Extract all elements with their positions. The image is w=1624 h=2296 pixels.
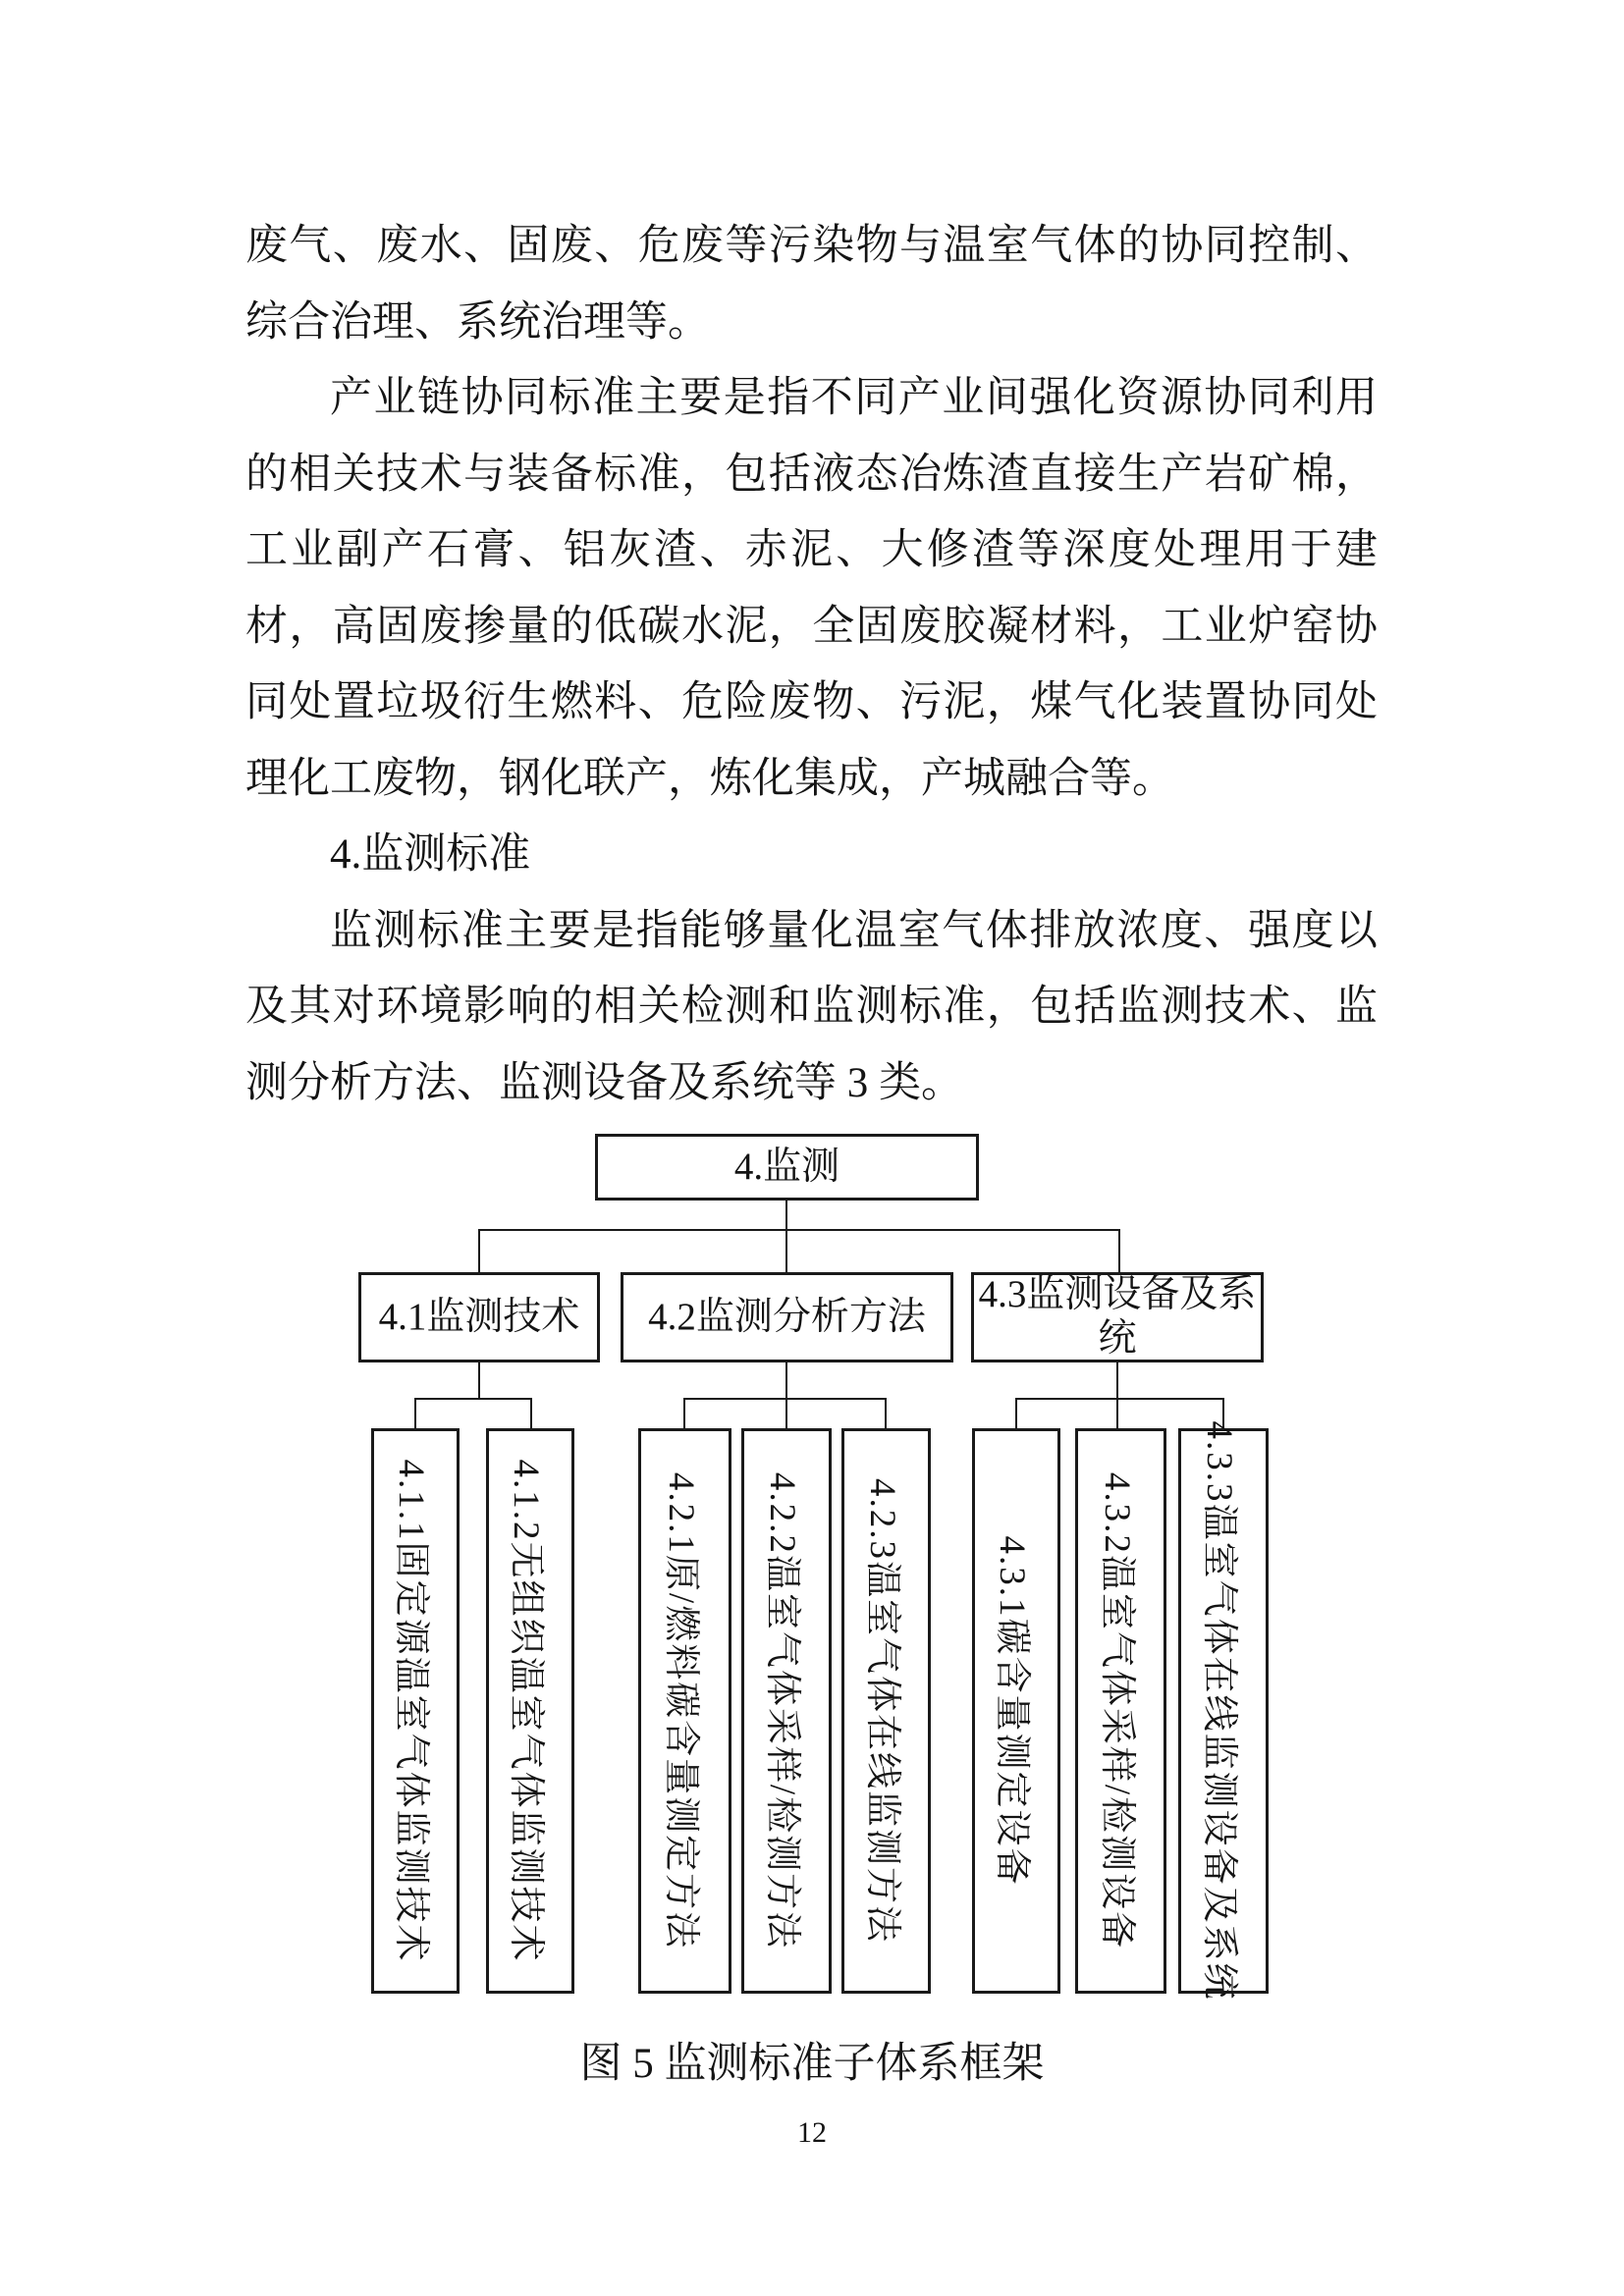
paragraph-monitoring: 监测标准主要是指能够量化温室气体排放浓度、强度以及其对环境影响的相关检测和监测标准，包括监测技术、监测分析方法、监测设备及系统等 3 类。: [245, 907, 1378, 1106]
leaf-label-412: 4.1.2无组织温室气体监测技术: [506, 1459, 546, 1963]
connector-43-stem-line: [1116, 1362, 1118, 1398]
branch-label-42: 4.2监测分析方法: [648, 1295, 926, 1338]
page-number: 12: [797, 2116, 827, 2149]
leaf-label-423: 4.2.3温室气体在线监测方法: [861, 1478, 902, 1944]
root-node-box: [595, 1134, 979, 1201]
leaf-label-411: 4.1.1固定源温室气体监测技术: [391, 1459, 431, 1963]
leaf-box-431: [972, 1428, 1060, 1994]
leaf-label-432: 4.3.2温室气体采样/检测设备: [1096, 1471, 1137, 1950]
branch-box-41: [358, 1272, 600, 1362]
leaf-box-412: [486, 1428, 574, 1994]
connector-drop-43-line: [1118, 1229, 1120, 1272]
heading-monitoring-standard: 4.监测标准: [330, 831, 531, 878]
branch-label-41: 4.1监测技术: [378, 1295, 580, 1338]
leaf-box-421: [638, 1428, 731, 1994]
connector-drop-423-line: [885, 1398, 887, 1428]
branch-label-43: 4.3监测设备及系统: [978, 1273, 1257, 1360]
connector-level2-rail-line: [478, 1229, 1120, 1231]
leaf-label-431: 4.3.1碳含量测定设备: [992, 1535, 1032, 1887]
leaf-label-433: 4.3.3温室气体在线监测设备及系统: [1199, 1420, 1239, 2002]
connector-drop-421-line: [683, 1398, 685, 1428]
branch-box-43: [971, 1272, 1264, 1362]
connector-41-rail-line: [414, 1398, 532, 1400]
connector-drop-412-line: [530, 1398, 532, 1428]
paragraph-continuation: 废气、废水、固废、危废等污染物与温室气体的协同控制、综合治理、系统治理等。: [245, 223, 1378, 346]
connector-drop-411-line: [414, 1398, 416, 1428]
leaf-box-432: [1075, 1428, 1166, 1994]
connector-drop-41-line: [478, 1229, 480, 1272]
connector-drop-422-line: [785, 1398, 787, 1428]
connector-drop-42-line: [785, 1229, 787, 1272]
paragraph-industry-chain: 产业链协同标准主要是指不同产业间强化资源协同利用的相关技术与装备标准，包括液态冶炼渣直接生产岩矿棉，工业副产石膏、铝灰渣、赤泥、大修渣等深度处理用于建材，高固废掺量的低碳水泥，全固废胶凝材料，工业炉窑协同处置垃圾衍生燃料、危险废物、污泥，煤气化装置协同处理化工废物，钢化联产，炼化集成，产城融合等。: [245, 375, 1378, 802]
figure-caption: 图 5 监测标准子体系框架: [579, 2041, 1045, 2087]
leaf-box-422: [741, 1428, 832, 1994]
connector-42-stem-line: [785, 1362, 787, 1398]
connector-drop-432-line: [1116, 1398, 1118, 1428]
leaf-label-422: 4.2.2温室气体采样/检测方法: [762, 1471, 802, 1950]
branch-box-42: [621, 1272, 953, 1362]
leaf-box-411: [371, 1428, 460, 1994]
leaf-label-421: 4.2.1原/燃料碳含量测定方法: [660, 1471, 701, 1950]
connector-root-stem-line: [785, 1201, 787, 1230]
connector-drop-431-line: [1015, 1398, 1017, 1428]
connector-43-rail-line: [1015, 1398, 1224, 1400]
connector-41-stem-line: [478, 1362, 480, 1398]
leaf-box-433: [1178, 1420, 1269, 2002]
root-node-label: 4.监测: [733, 1145, 840, 1188]
leaf-box-423: [841, 1428, 931, 1994]
